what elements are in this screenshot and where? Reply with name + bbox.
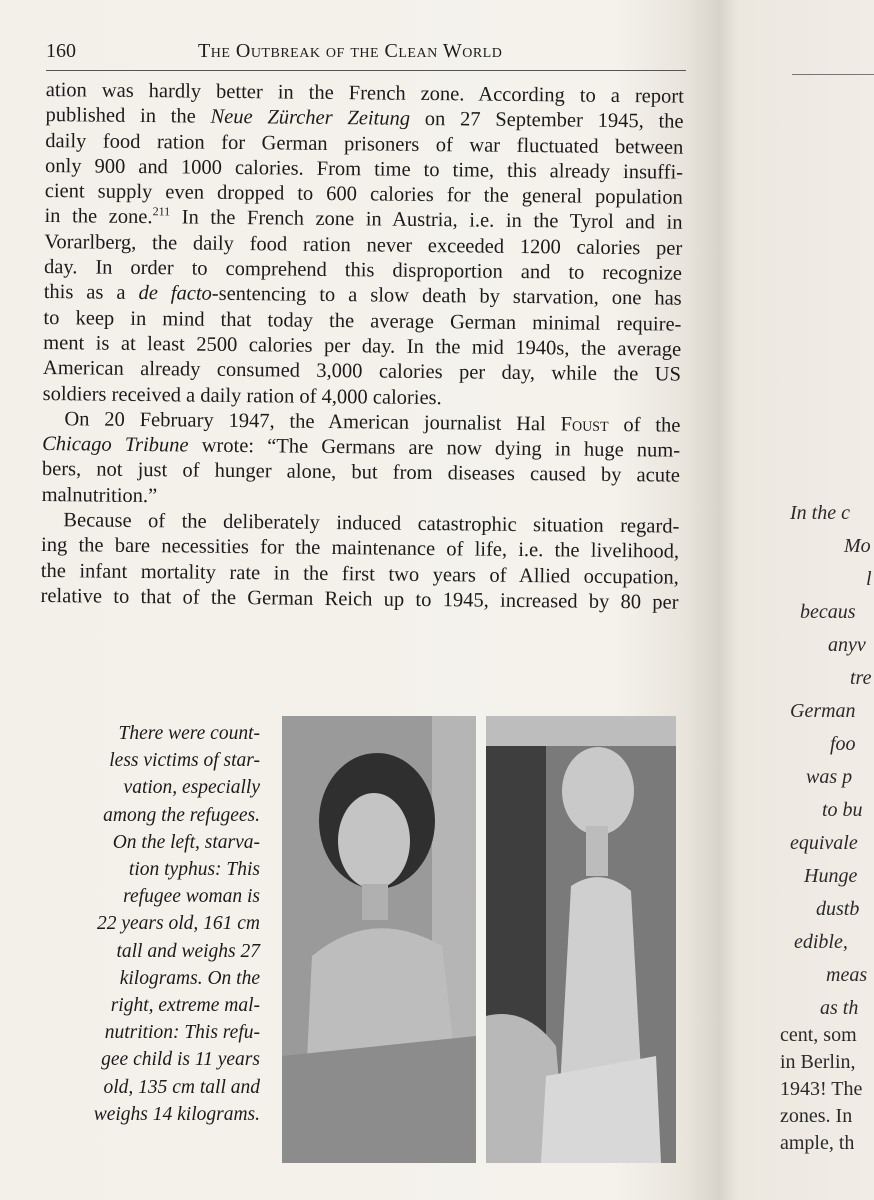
body-text	[40, 78, 684, 616]
caption-line: On the left, starva-	[112, 831, 260, 853]
caption-line: nutrition: This refu-	[104, 1022, 260, 1044]
text-line: American already consumed 3,000 calories per day, while the US	[42, 357, 682, 386]
caption-line: refugee woman is	[123, 886, 260, 908]
right-text-line: in Berlin,	[780, 1051, 856, 1073]
right-caption-line: anyv	[828, 634, 866, 656]
caption-line: kilograms. On the	[119, 967, 260, 989]
right-text-line: ample, th	[780, 1132, 855, 1154]
text-line: malnutrition.”	[41, 483, 158, 507]
paragraph-3-cont	[40, 533, 679, 616]
text-line: only 900 and 1000 calories. From time to time, this already insuffi-	[44, 154, 684, 184]
right-caption-line: Mo	[844, 535, 871, 557]
right-caption-line: l	[866, 568, 872, 590]
text-line: On 20 February 1947, the American journalist Hal Foust of the	[64, 408, 681, 437]
right-caption-line: was p	[806, 766, 853, 788]
page-number: 160	[46, 40, 76, 62]
text-line: ation was hardly better in the French zone. According to a report	[45, 78, 684, 108]
right-caption-line: foo	[830, 733, 856, 755]
caption-line: There were count-	[118, 723, 260, 744]
caption-line: vation, especially	[123, 777, 260, 799]
text-line: published in the Neue Zürcher Zeitung on 27 September 1945, the	[45, 104, 684, 133]
right-caption-line: German	[790, 700, 856, 722]
caption-line: right, extreme mal-	[110, 995, 260, 1017]
text-line: in the zone.$^{211}$ In the French zone in Austria, i.e. in the Tyrol and in	[44, 204, 683, 235]
text-line: ment is at least 2500 calories per day. In the mid 1940s, the average	[43, 331, 682, 361]
text-line: bers, not just of hunger alone, but from diseases caused by acute	[41, 458, 680, 488]
text-line: to keep in mind that today the average German minimal require-	[43, 306, 682, 336]
text-line: relative to that of the German Reich up to 1945, increased by 80 per	[40, 584, 679, 614]
woman-photo-illustration	[282, 716, 476, 1163]
text-line: Because of the deliberately induced catastrophic situation regard-	[63, 509, 680, 538]
text-line: cient supply even dropped to 600 calories for the general population	[44, 180, 683, 209]
photo-caption	[60, 720, 260, 1128]
text-line: Chicago Tribune wrote: “The Germans are now dying in huge num-	[42, 433, 681, 462]
text-line: this as a de facto-sentencing to a slow death by starvation, one has	[43, 281, 682, 311]
caption-line: tall and weighs 27	[116, 940, 260, 962]
photo-malnourished-child	[486, 716, 676, 1163]
text-line: day. In order to comprehend this disproportion and to recognize	[43, 256, 683, 285]
caption-line: less victims of star-	[109, 750, 260, 772]
right-caption-line: equivale	[790, 832, 858, 854]
text-line: soldiers received a daily ration of 4,000 calories.	[42, 382, 442, 409]
caption-line: 22 years old, 161 cm	[96, 913, 260, 935]
caption-line: old, 135 cm tall and	[103, 1076, 260, 1098]
right-text-line: zones. In	[780, 1105, 853, 1127]
right-page-text-fragment	[780, 1022, 874, 1157]
photo-starvation-typhus-woman	[282, 716, 476, 1163]
right-text-line: 1943! The	[780, 1078, 863, 1100]
right-caption-line: dustb	[816, 898, 860, 920]
caption-line: gee child is 11 years	[101, 1049, 260, 1071]
right-caption-line: becaus	[800, 601, 856, 623]
right-caption-line: tre	[850, 667, 872, 689]
text-line: the infant mortality rate in the first two years of Allied occupation,	[40, 559, 679, 589]
right-caption-line: In the c	[790, 502, 850, 524]
text-line: ing the bare necessities for the maintenance of life, i.e. the livelihood,	[40, 534, 680, 563]
right-caption-line: Hunge	[804, 865, 858, 887]
right-caption-line: as th	[820, 997, 859, 1019]
paragraph-1	[43, 78, 684, 414]
paragraph-2-cont	[41, 432, 680, 515]
right-text-line: cent, som	[780, 1024, 857, 1046]
right-caption-line: edible,	[794, 931, 848, 953]
running-title: The Outbreak of the Clean World	[198, 40, 503, 62]
caption-line: weighs 14 kilograms.	[93, 1103, 260, 1125]
right-caption-line: meas	[826, 964, 868, 986]
caption-line: tion typhus: This	[128, 859, 260, 881]
child-photo-illustration	[486, 716, 676, 1163]
right-caption-line: to bu	[822, 799, 863, 821]
running-header	[46, 34, 686, 71]
caption-line: among the refugees.	[103, 804, 260, 826]
right-page-caption-fragment	[790, 497, 874, 1025]
text-line: Vorarlberg, the daily food ration never exceeded 1200 calories per	[44, 230, 683, 260]
text-line: daily food ration for German prisoners of war fluctuated between	[45, 129, 684, 159]
right-page-rule	[792, 74, 874, 75]
